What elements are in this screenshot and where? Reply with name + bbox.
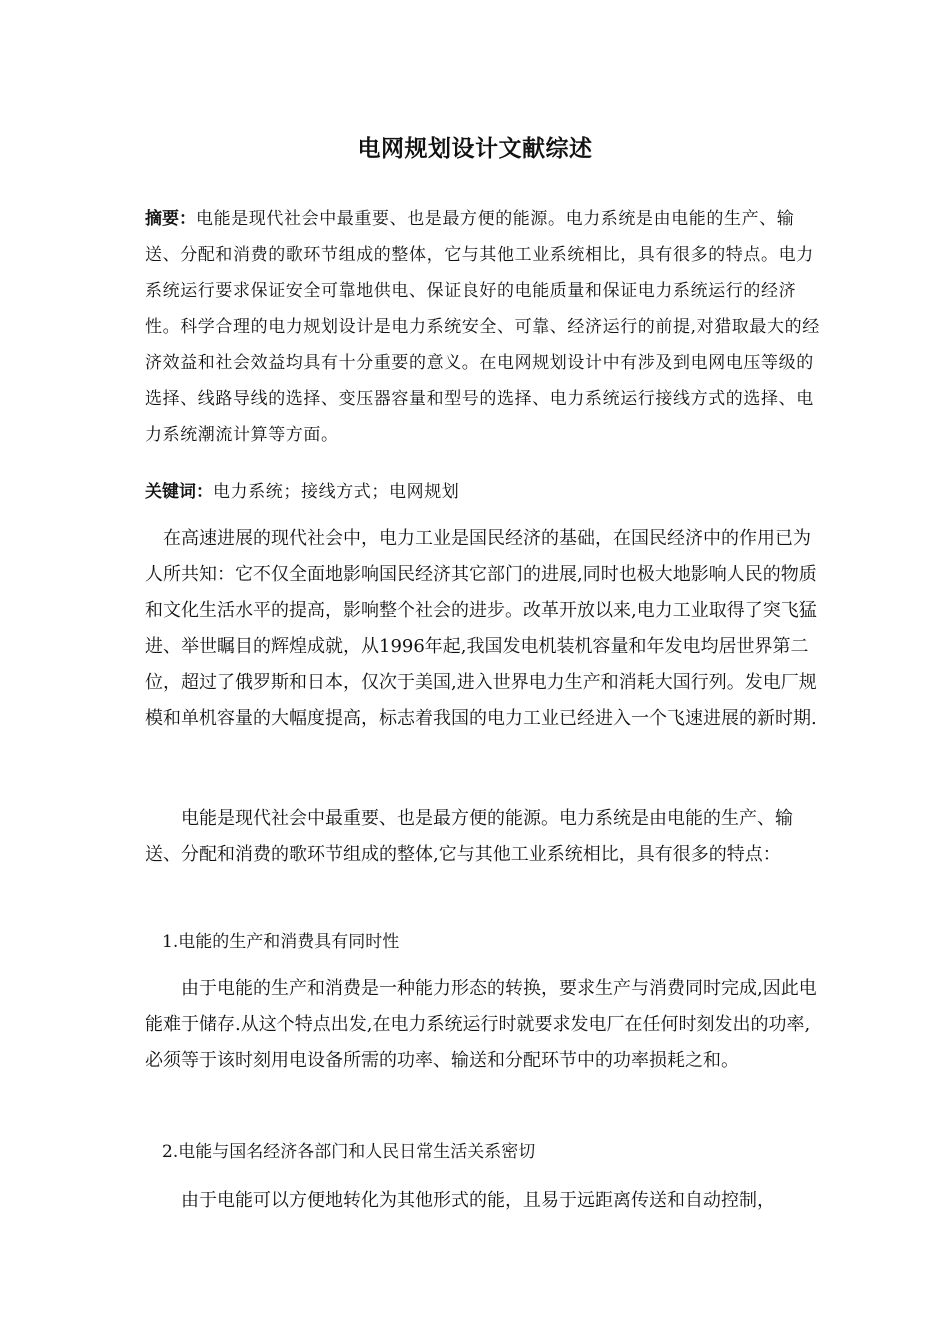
section-heading-1: 1.电能的生产和消费具有同时性 (162, 932, 400, 952)
keywords-line (145, 474, 825, 510)
keywords-text: 电力系统；接线方式；电网规划 (213, 482, 460, 502)
body-paragraph-2: 电能是现代社会中最重要、也是最方便的能源。电力系统是由电能的生产、输送、分配和消费的歌环节组成的整体,它与其他工业系统相比，具有很多的特点： (145, 808, 793, 865)
body-paragraph-1: 在高速进展的现代社会中，电力工业是国民经济的基础，在国民经济中的作用已为人所共知：它不仅全面地影响国民经济其它部门的进展,同时也极大地影响人民的物质和文化生活水平的提高，影响整个社会的进步。改革开放以来,电力工业取得了突飞猛进、举世瞩目的辉煌成就，从1996年起,我国发电机装机容量和年发电均居世界第二位，超过了俄罗斯和日本，仅次于美国,进入世界电力生产和消耗大国行列。发电厂规模和单机容量的大幅度提高，标志着我国的电力工业已经进入一个飞速进展的新时期. (145, 528, 817, 729)
section-heading-2: 2.电能与国名经济各部门和人民日常生活关系密切 (162, 1142, 536, 1162)
body-paragraph-3: 由于电能的生产和消费是一种能力形态的转换，要求生产与消费同时完成,因此电能难于储存.从这个特点出发,在电力系统运行时就要求发电厂在任何时刻发出的功率,必须等于该时刻用电设备所需的功率、输送和分配环节中的功率损耗之和。 (145, 978, 817, 1071)
document-title: 电网规划设计文献综述 (357, 136, 593, 162)
keywords-label: 关键词： (145, 482, 213, 502)
abstract-text: 电能是现代社会中最重要、也是最方便的能源。电力系统是由电能的生产、输送、分配和消费的歌环节组成的整体，它与其他工业系统相比，具有很多的特点。电力系统运行要求保证安全可靠地供电、保证良好的电能质量和保证电力系统运行的经济性。科学合理的电力规划设计是电力系统安全、可靠、经济运行的前提,对猎取最大的经济效益和社会效益均具有十分重要的意义。在电网规划设计中有涉及到电网电压等级的选择、线路导线的选择、变压器容量和型号的选择、电力系统运行接线方式的选择、电力系统潮流计算等方面。 (145, 209, 820, 445)
abstract-paragraph (145, 201, 825, 453)
body-paragraph-4: 由于电能可以方便地转化为其他形式的能，且易于远距离传送和自动控制， (181, 1190, 775, 1211)
abstract-label: 摘要： (145, 209, 196, 229)
